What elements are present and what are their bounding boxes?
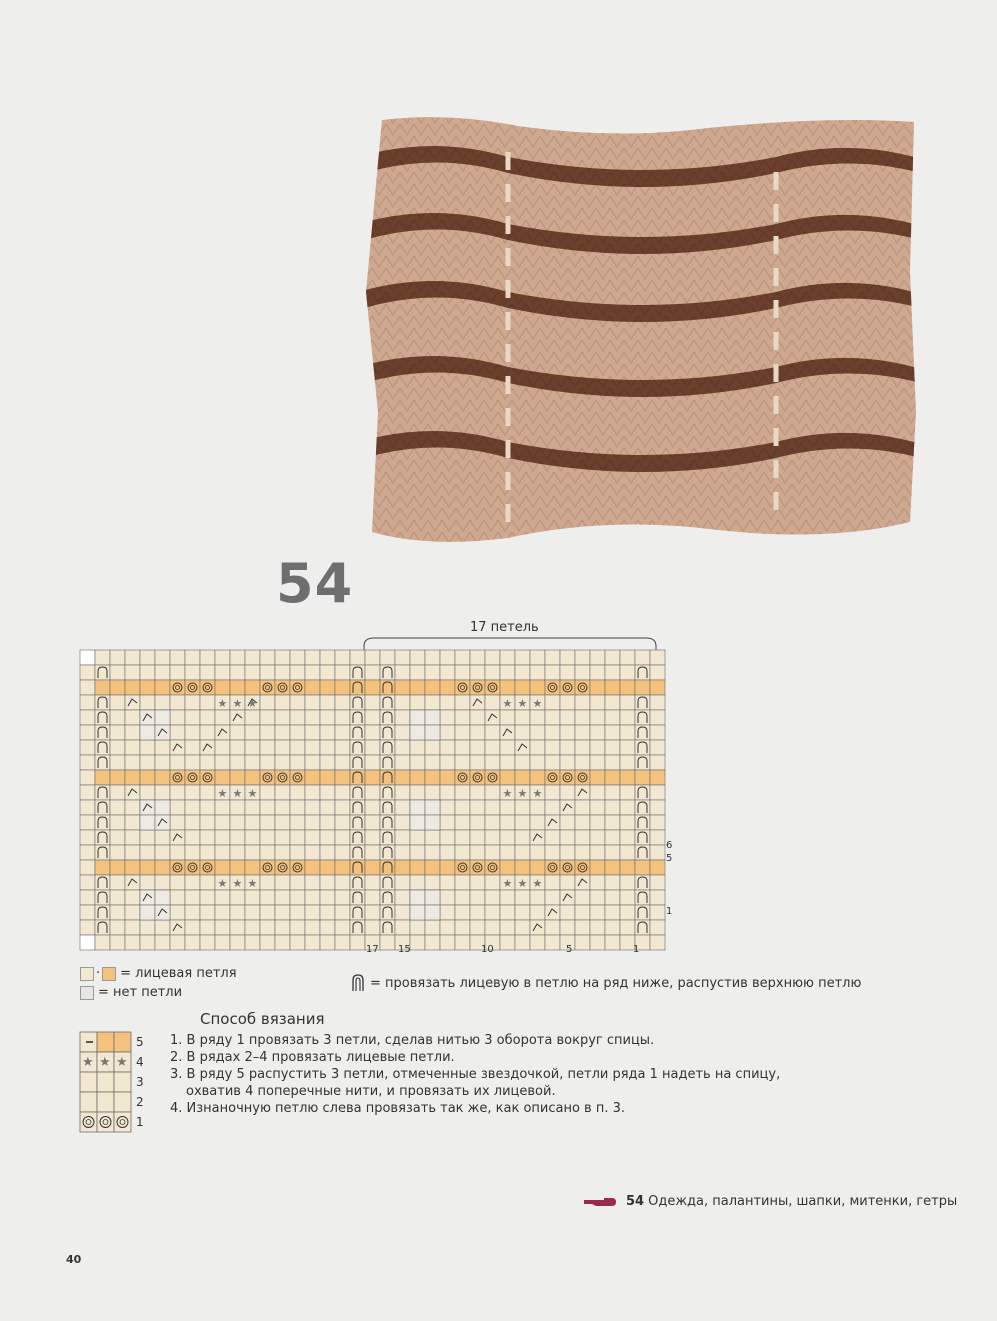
svg-text:★: ★: [217, 787, 228, 800]
legend-special: [350, 974, 861, 992]
col-number-17: 17: [366, 944, 379, 955]
knitted-swatch-photo: [358, 112, 928, 562]
svg-text:★: ★: [247, 877, 258, 890]
footer-number: 54: [626, 1194, 645, 1209]
legend-knit-label: = лицевая петля: [120, 966, 237, 981]
svg-text:★: ★: [532, 877, 543, 890]
mini-row-2: 2: [136, 1095, 144, 1109]
mini-row-1: 1: [136, 1115, 144, 1129]
svg-text:★: ★: [517, 877, 528, 890]
row-number-5: 5: [666, 853, 673, 864]
svg-text:★: ★: [99, 1055, 111, 1070]
svg-text:★: ★: [217, 697, 228, 710]
repeat-label: 17 петель: [470, 620, 539, 635]
step-3-continued: охватив 4 поперечные нити, и провязать их лицевой.: [186, 1084, 556, 1099]
cream-cell-swatch: [80, 967, 94, 981]
col-number-5: 5: [566, 944, 573, 955]
svg-text:★: ★: [247, 697, 258, 710]
legend-no-stitch-label: = нет петли: [98, 985, 183, 1000]
method-title: Способ вязания: [200, 1010, 325, 1028]
footer-text: Одежда, палантины, шапки, митенки, гетры: [648, 1194, 958, 1209]
orange-cell-swatch: [102, 967, 116, 981]
col-number-15: 15: [398, 944, 411, 955]
svg-text:★: ★: [232, 787, 243, 800]
svg-text:★: ★: [532, 787, 543, 800]
step-3: 3. В ряду 5 распустить 3 петли, отмеченные звездочкой, петли ряда 1 надеть на спицу,: [170, 1067, 781, 1082]
svg-text:★: ★: [247, 787, 258, 800]
legend-no-stitch: [80, 985, 182, 1000]
row-number-1: 1: [666, 906, 673, 917]
knitting-chart: [78, 636, 688, 956]
legend-special-label: = провязать лицевую в петлю на ряд ниже, распустив верхнюю петлю: [370, 975, 862, 991]
svg-text:★: ★: [502, 787, 513, 800]
svg-text:★: ★: [217, 877, 228, 890]
page-number: 40: [66, 1253, 82, 1266]
footer-reference[interactable]: [582, 1194, 957, 1209]
row-number-6: 6: [666, 840, 673, 851]
legend-separator: ·: [96, 966, 101, 981]
mini-row-3: 3: [136, 1075, 144, 1089]
mini-row-5: 5: [136, 1035, 144, 1049]
svg-text:★: ★: [517, 697, 528, 710]
svg-text:★: ★: [232, 697, 243, 710]
step-2: 2. В рядах 2–4 провязать лицевые петли.: [170, 1050, 455, 1065]
svg-text:★: ★: [232, 877, 243, 890]
mini-chart: [78, 1030, 158, 1136]
step-4: 4. Изнаночную петлю слева провязать так же, как описано в п. 3.: [170, 1101, 626, 1116]
col-number-1: 1: [633, 944, 640, 955]
svg-text:★: ★: [532, 697, 543, 710]
drop-stitch-icon: [350, 974, 366, 992]
svg-text:★: ★: [116, 1055, 128, 1070]
empty-cell-swatch: [80, 986, 94, 1000]
col-number-10: 10: [481, 944, 494, 955]
svg-text:★: ★: [82, 1055, 94, 1070]
svg-text:★: ★: [502, 877, 513, 890]
step-1: 1. В ряду 1 провязать 3 петли, сделав нитью 3 оборота вокруг спицы.: [170, 1033, 655, 1048]
svg-text:★: ★: [517, 787, 528, 800]
legend-knit: [80, 966, 237, 981]
pattern-number: 54: [276, 552, 354, 615]
svg-text:★: ★: [502, 697, 513, 710]
mini-row-4: 4: [136, 1055, 144, 1069]
method-steps: [170, 1032, 780, 1117]
pointing-hand-icon: [582, 1196, 622, 1208]
